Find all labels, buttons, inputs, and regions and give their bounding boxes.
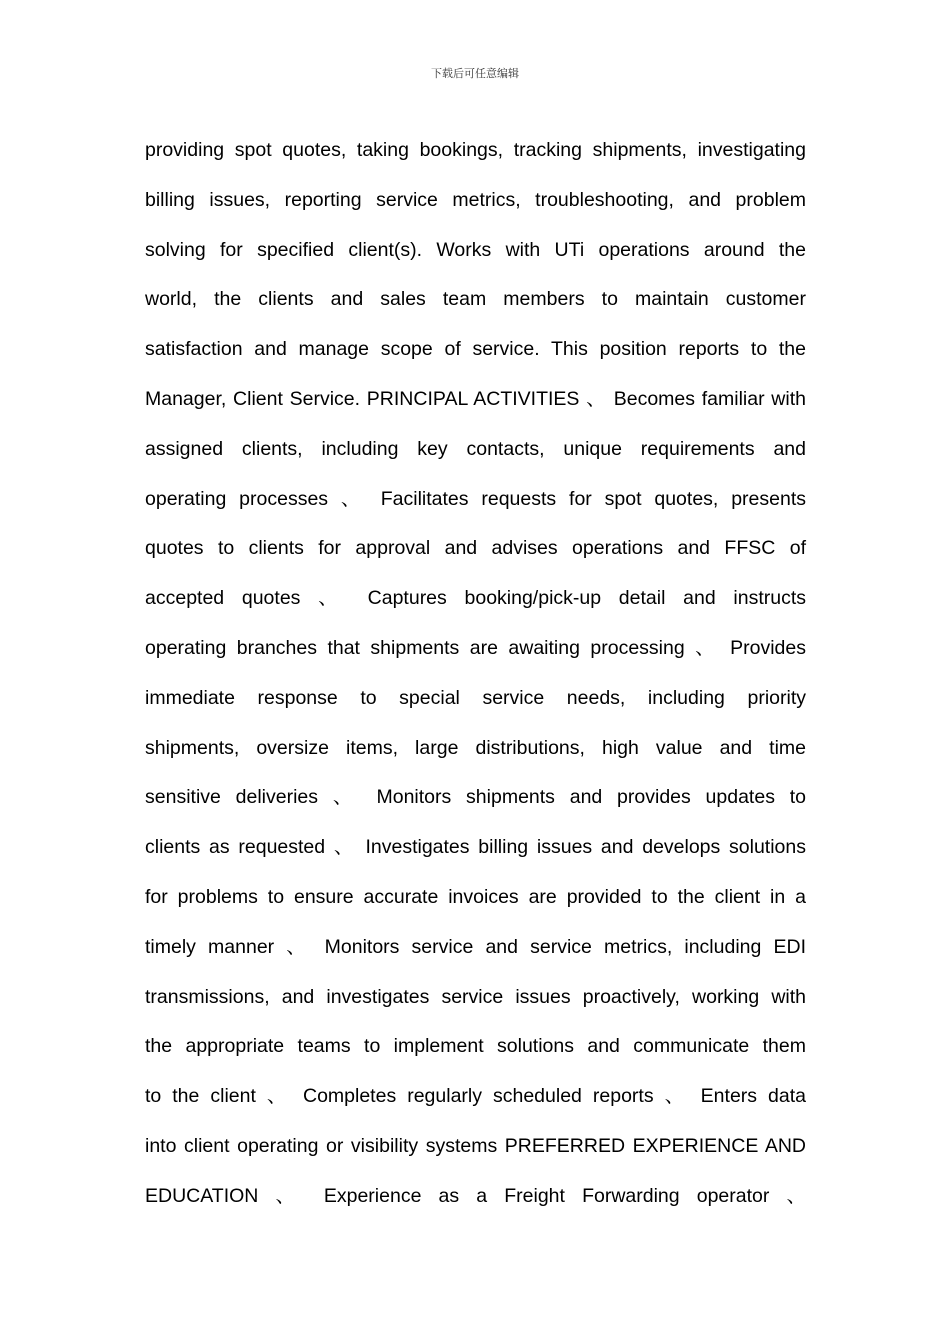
body-line: clients as requested 、 Investigates billing issues and develops solutions bbox=[145, 836, 806, 859]
document-body bbox=[145, 132, 806, 1228]
body-line: solving for specified client(s). Works with UTi operations around the bbox=[145, 238, 806, 261]
body-line: shipments, oversize items, large distributions, high value and time bbox=[145, 736, 806, 759]
body-line: accepted quotes 、 Captures booking/pick-up detail and instructs bbox=[145, 587, 806, 610]
body-line: operating branches that shipments are awaiting processing 、 Provides bbox=[145, 636, 806, 659]
body-line: into client operating or visibility systems PREFERRED EXPERIENCE AND bbox=[145, 1134, 806, 1157]
body-line: transmissions, and investigates service issues proactively, working with bbox=[145, 985, 806, 1008]
body-line: timely manner 、 Monitors service and service metrics, including EDI bbox=[145, 935, 806, 958]
body-line: to the client 、 Completes regularly scheduled reports 、 Enters data bbox=[145, 1085, 806, 1108]
body-line: quotes to clients for approval and advises operations and FFSC of bbox=[145, 537, 806, 560]
body-line: the appropriate teams to implement solutions and communicate them bbox=[145, 1035, 806, 1058]
body-line: satisfaction and manage scope of service. This position reports to the bbox=[145, 338, 806, 361]
body-line: Manager, Client Service. PRINCIPAL ACTIVITIES 、 Becomes familiar with bbox=[145, 387, 806, 410]
body-line: billing issues, reporting service metrics, troubleshooting, and problem bbox=[145, 188, 806, 211]
body-line: operating processes 、 Facilitates requests for spot quotes, presents bbox=[145, 487, 806, 510]
page-header: 下载后可任意编辑 bbox=[431, 67, 519, 80]
body-line: world, the clients and sales team members to maintain customer bbox=[145, 288, 806, 311]
body-line: assigned clients, including key contacts, unique requirements and bbox=[145, 437, 806, 460]
body-line: EDUCATION 、 Experience as a Freight Forwarding operator 、 bbox=[145, 1184, 806, 1207]
body-line: immediate response to special service needs, including priority bbox=[145, 686, 806, 709]
body-line: sensitive deliveries 、 Monitors shipments and provides updates to bbox=[145, 786, 806, 809]
body-line: providing spot quotes, taking bookings, tracking shipments, investigating bbox=[145, 139, 806, 161]
body-line: for problems to ensure accurate invoices are provided to the client in a bbox=[145, 885, 806, 908]
